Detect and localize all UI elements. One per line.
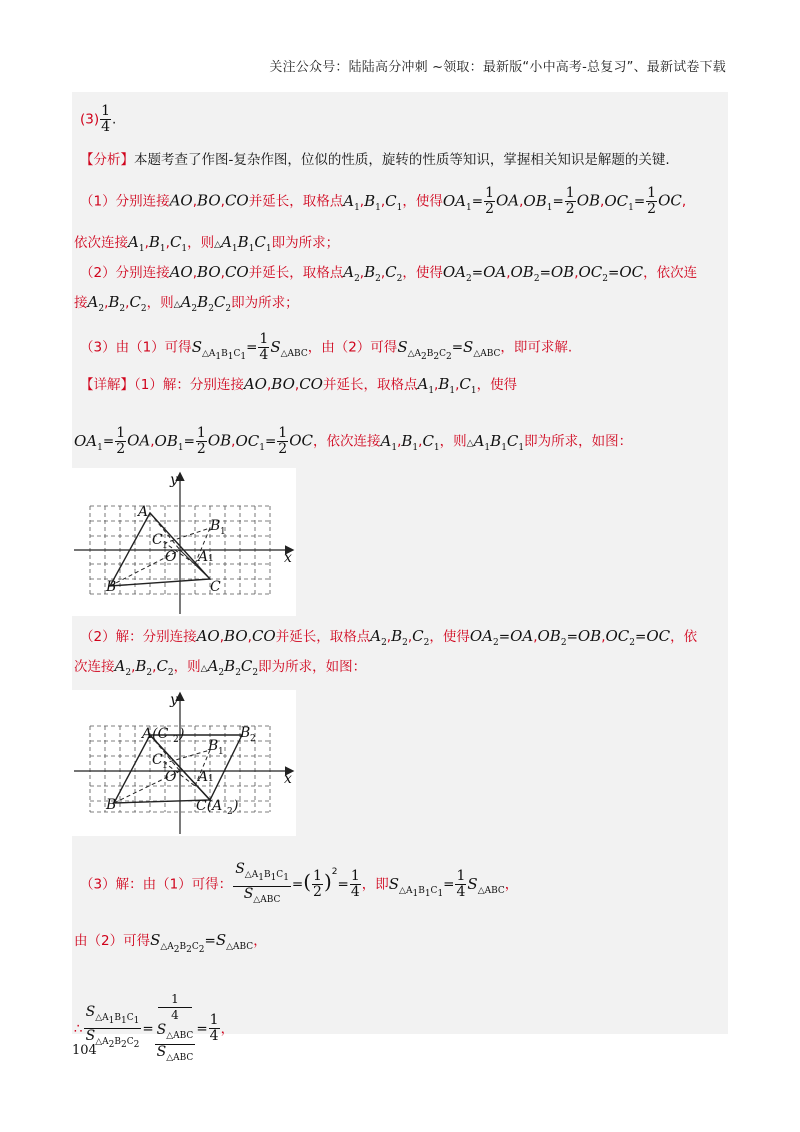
analysis-step-1-line2: 依次连接$A_1,B_1,C_1$，则$\triangle A_1B_1C_1$即为所求； xyxy=(74,233,340,254)
label-c: C xyxy=(210,579,221,595)
detail-part-2-line2: 次连接$A_2,B_2,C_2$，则$\triangle A_2B_2C_2$即为所求，如图： xyxy=(74,657,367,678)
detail-part-3: （3）解：由（1）可得： $\frac{S_{\triangle A_1B_1C_1}}{S_{\triangle ABC}}$ =( $\frac{1}{2}$ )$^2$= $\frac{1}{4}$ ，即$S_{\triangle A_1B_1C_1}=$ $\frac{1}{4}$ $S_{\triangle ABC}$， xyxy=(80,861,519,905)
label-a-c2: A(C xyxy=(142,726,169,742)
answer-3: (3) $\frac{1}{4}$ . xyxy=(80,103,117,135)
label-c1-2-sub: 1 xyxy=(162,761,168,771)
label-c-a2: C(A xyxy=(196,798,223,814)
label-a1-2: A xyxy=(198,769,209,785)
label-a: A xyxy=(138,504,149,520)
label-b1: B xyxy=(210,518,221,534)
figure-2 xyxy=(72,690,296,836)
label-c1-2: C xyxy=(152,752,163,768)
page-header: 关注公众号：陆陆高分冲刺 ~领取：最新版“小中高考-总复习”、最新试卷下载 xyxy=(269,60,726,75)
label-a-c2-sub: 2 xyxy=(173,735,179,745)
detail-part-2: （2）解：分别连接AO,BO,CO并延长，取格点$A_2,B_2,C_2$，使得$OA_2=OA,OB_2=OB,OC_2=OC$，依 xyxy=(80,627,698,648)
detail-part-4: 由（2）可得$S_{\triangle A_2B_2C_2}=S_{\triangle ABC}$， xyxy=(74,931,267,955)
label-b2: B xyxy=(240,725,251,741)
label-b2-sub: 2 xyxy=(250,734,256,744)
figure-2-grid xyxy=(72,690,296,836)
label-y-2: y xyxy=(170,692,178,708)
figure-1 xyxy=(72,468,296,616)
label-b-2: B xyxy=(106,797,117,813)
label-b1-2: B xyxy=(208,738,219,754)
analysis-intro: 【分析】本题考查了作图-复杂作图，位似的性质，旋转的性质等知识，掌握相关知识是解题的关键. xyxy=(80,152,670,168)
label-c-a2-sub: 2 xyxy=(227,807,233,817)
label-c1: C xyxy=(152,532,163,548)
label-a1-sub: 1 xyxy=(208,554,214,564)
analysis-step-2-line2: 接$A_2,B_2,C_2$，则$\triangle A_2B_2C_2$即为所求； xyxy=(74,293,299,314)
label-o-2: O xyxy=(165,769,177,785)
detail-part-1: 【详解】（1）解：分别连接AO,BO,CO并延长，取格点$A_1,B_1,C_1$，使得 xyxy=(80,375,518,396)
figure-1-grid xyxy=(72,468,296,616)
label-a1: A xyxy=(198,549,209,565)
label-x: x xyxy=(284,550,292,566)
label-o: O xyxy=(165,549,177,565)
analysis-step-1: （1）分别连接AO,BO,CO并延长，取格点$A_1,B_1,C_1$，使得$OA_1=$ $\frac{1}{2}$ $OA,OB_1=$ $\frac{1}{2}$ $OB,OC_1=$ $\frac{1}{2}$ OC, xyxy=(80,185,687,217)
analysis-step-2: （2）分别连接AO,BO,CO并延长，取格点$A_2,B_2,C_2$，使得$OA_2=OA,OB_2=OB,OC_2=OC$，依次连 xyxy=(80,263,698,284)
detail-part-5: ∴ $\frac{S_{\triangle A_1B_1C_1}}{S_{\triangle A_2B_2C_2}}$ = 1 4 $S_{\triangle ABC}$ $S_{\triangle ABC}$ = $\frac{1}{4}$ ， xyxy=(74,992,235,1063)
label-a-c2-close: ) xyxy=(179,726,185,742)
analysis-step-3: （3）由（1）可得$S_{\triangle A_1B_1C_1}=$ $\frac{1}{4}$ $S_{\triangle ABC}$，由（2）可得$S_{\triangle A_2B_2C_2}=S_{\triangle ABC}$，即可求解. xyxy=(80,331,573,363)
label-y: y xyxy=(170,472,178,488)
label-b: B xyxy=(106,579,117,595)
label-b1-sub: 1 xyxy=(220,527,226,537)
page-number: 104 xyxy=(72,1043,97,1058)
label-b1-2-sub: 1 xyxy=(218,747,224,757)
label-c-a2-close: ) xyxy=(233,798,239,814)
detail-part-1-line2: $OA_1=$ $\frac{1}{2}$ $OA,OB_1=$ $\frac{1}{2}$ $OB,OC_1=$ $\frac{1}{2}$ OC，依次连接$A_1,B_1,C_1$，则$\triangle A_1B_1C_1$即为所求，如图： xyxy=(74,425,633,457)
label-a1-2-sub: 1 xyxy=(208,774,214,784)
label-c1-sub: 1 xyxy=(162,541,168,551)
label-x-2: x xyxy=(284,771,292,787)
